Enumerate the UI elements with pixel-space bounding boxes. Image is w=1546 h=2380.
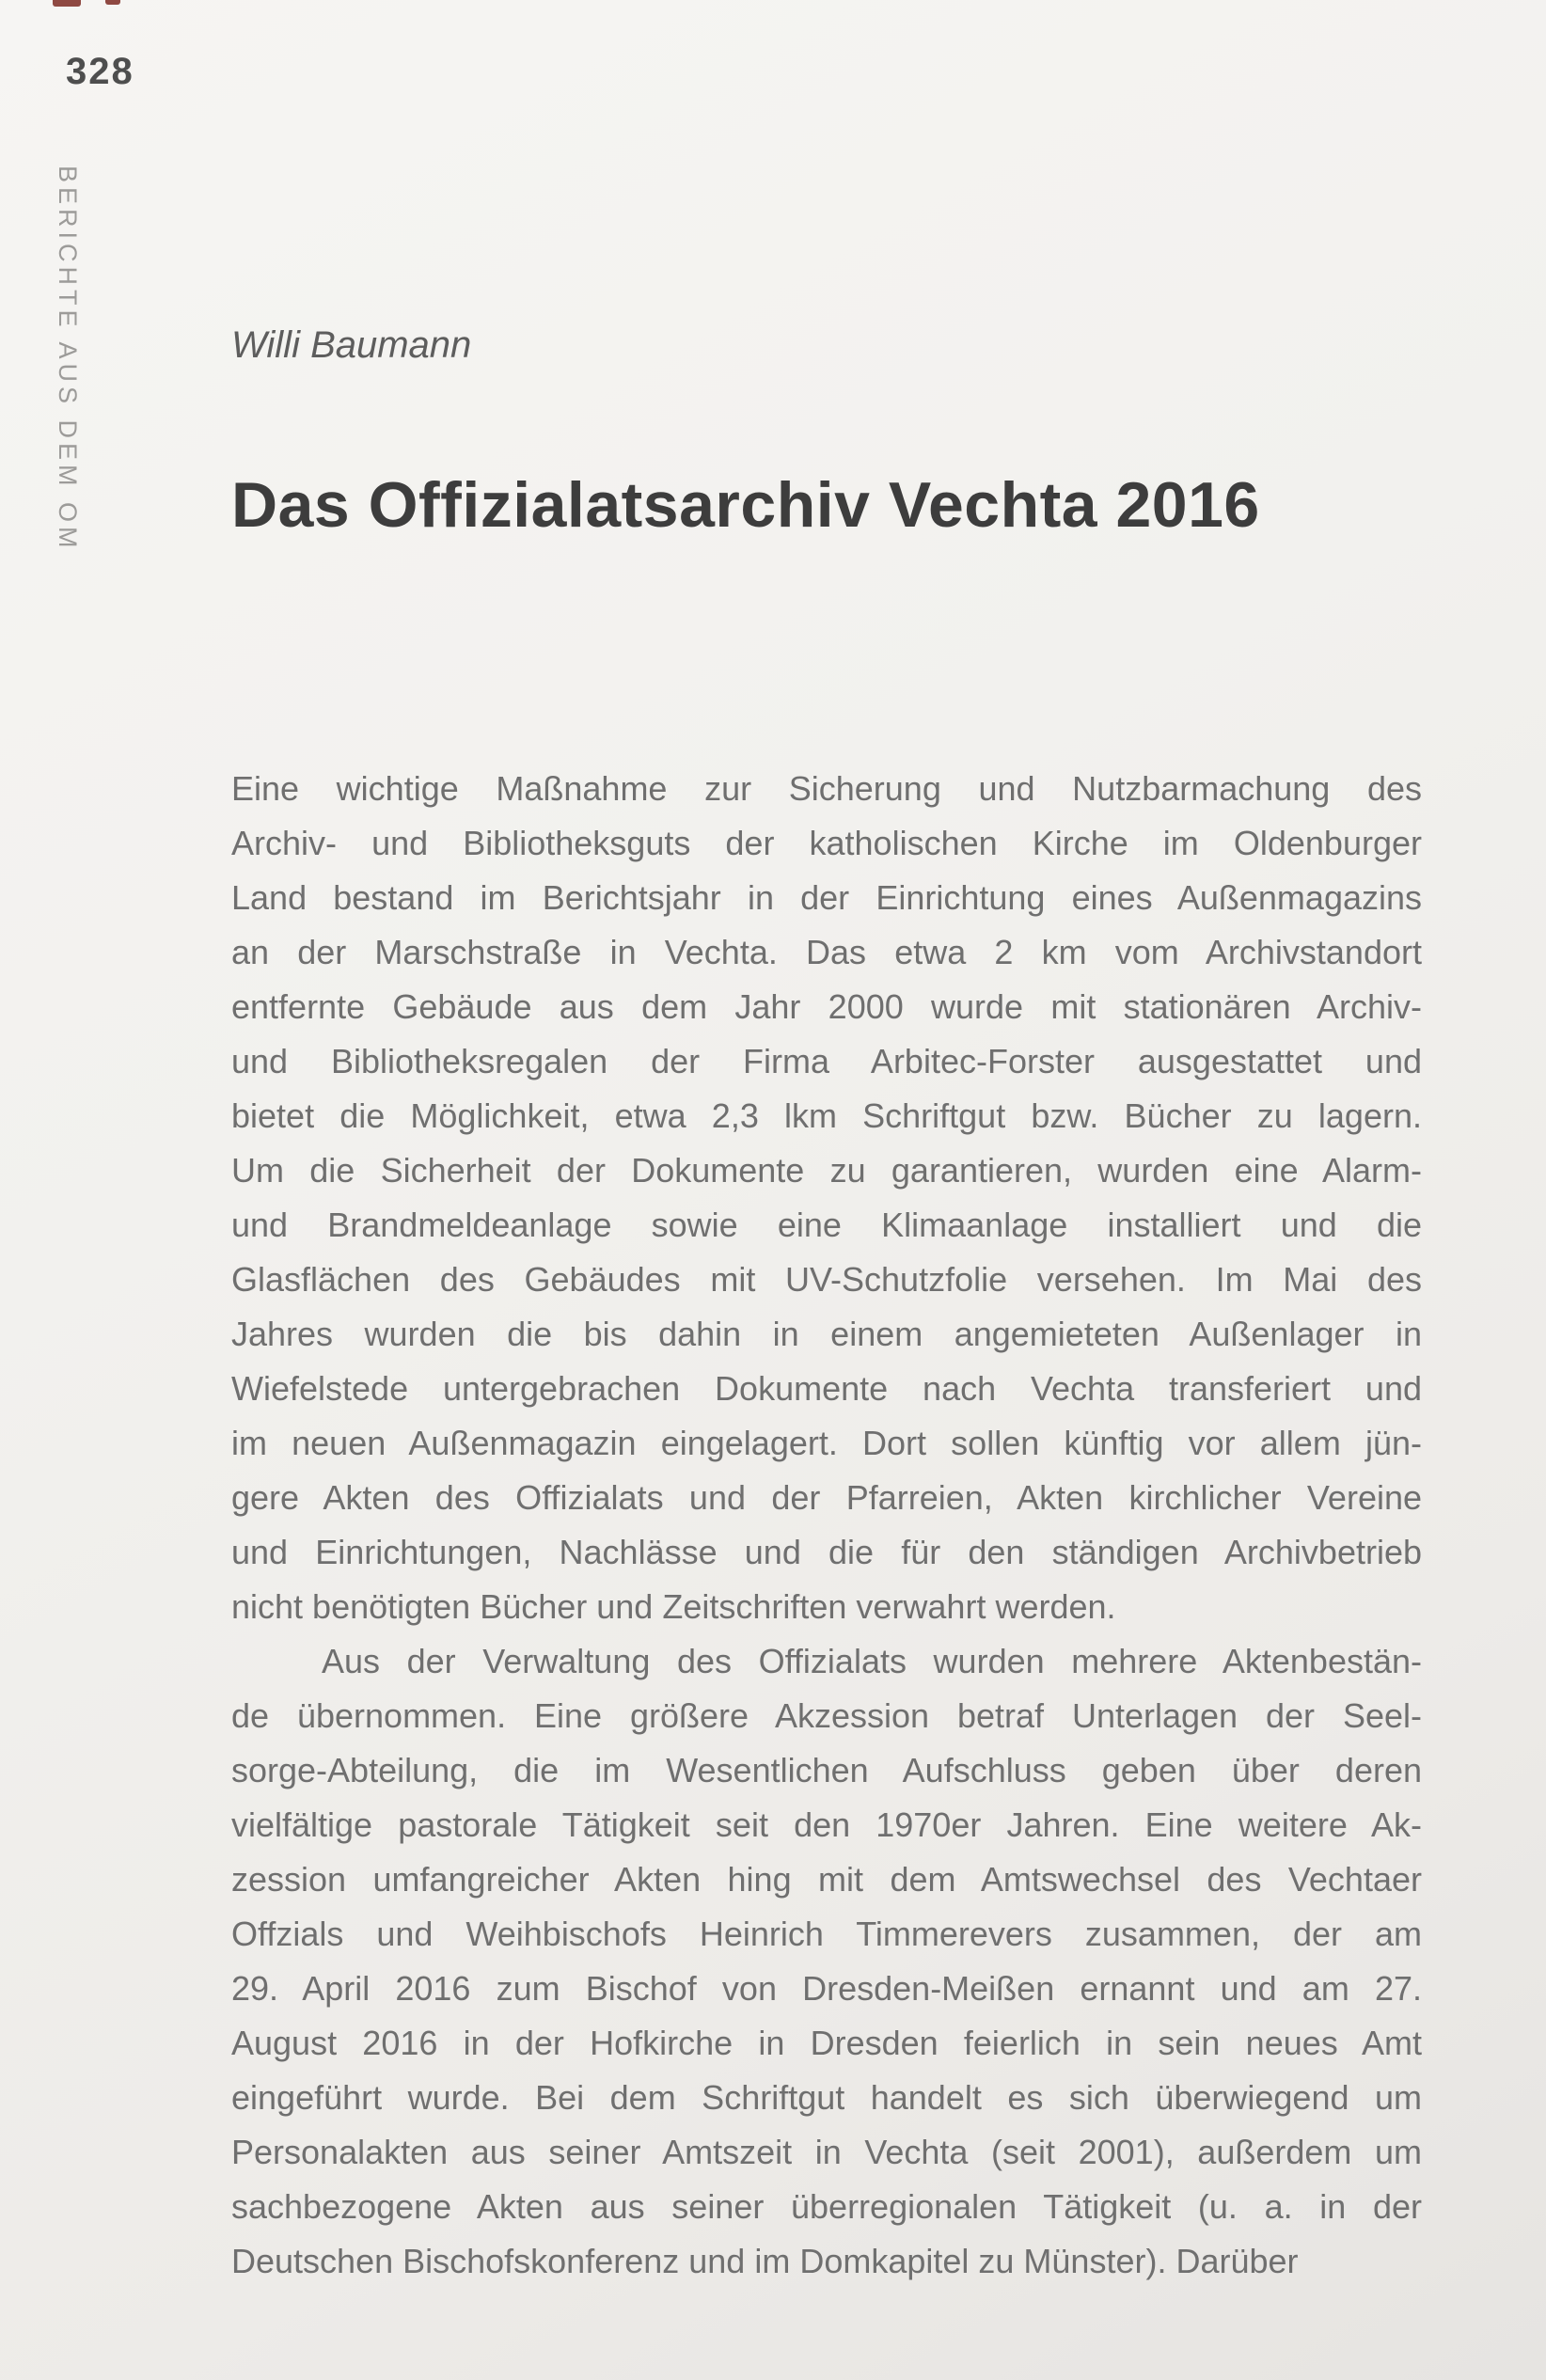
article-title: Das Offizialatsarchiv Vechta 2016 (231, 469, 1260, 541)
text-line: sachbezogene Akten aus seiner überregionalen Tätigkeit (u. a. in der (231, 2187, 1422, 2226)
text-line: Um die Sicherheit der Dokumente zu garantieren, wurden eine Alarm- (231, 1151, 1422, 1190)
text-line: und Brandmeldeanlage sowie eine Klimaanlage installiert und die (231, 1206, 1422, 1244)
author-name: Willi Baumann (231, 324, 472, 366)
paragraph (231, 1634, 1422, 2289)
text-line: nicht benötigten Bücher und Zeitschriften verwahrt werden. (231, 1587, 1116, 1626)
text-line: Glasflächen des Gebäudes mit UV-Schutzfolie versehen. Im Mai des (231, 1260, 1422, 1299)
text-line: Personalakten aus seiner Amtszeit in Vechta (seit 2001), außerdem um (231, 2133, 1422, 2171)
scan-artifact (105, 0, 120, 5)
text-line: Offzials und Weihbischofs Heinrich Timmerevers zusammen, der am (231, 1915, 1422, 1953)
text-line: Eine wichtige Maßnahme zur Sicherung und Nutzbarmachung des (231, 769, 1422, 808)
text-line: Deutschen Bischofskonferenz und im Domkapitel zu Münster). Darüber (231, 2242, 1299, 2280)
text-line: Jahres wurden die bis dahin in einem angemieteten Außenlager in (231, 1315, 1422, 1353)
text-line: vielfältige pastorale Tätigkeit seit den 1970er Jahren. Eine weitere Ak- (231, 1805, 1422, 1844)
text-line: entfernte Gebäude aus dem Jahr 2000 wurde mit stationären Archiv- (231, 987, 1422, 1026)
text-line: im neuen Außenmagazin eingelagert. Dort sollen künftig vor allem jün- (231, 1424, 1422, 1462)
text-line: bietet die Möglichkeit, etwa 2,3 lkm Schriftgut bzw. Bücher zu lagern. (231, 1096, 1422, 1135)
article-body (231, 762, 1422, 2289)
paragraph (231, 762, 1422, 1634)
page-content-column (231, 0, 1422, 2289)
text-line: und Einrichtungen, Nachlässe und die für den ständigen Archivbetrieb (231, 1533, 1422, 1571)
text-line: zession umfangreicher Akten hing mit dem Amtswechsel des Vechtaer (231, 1860, 1422, 1899)
text-line: und Bibliotheksregalen der Firma Arbitec-Forster ausgestattet und (231, 1042, 1422, 1080)
text-line: eingeführt wurde. Bei dem Schriftgut handelt es sich überwiegend um (231, 2078, 1422, 2117)
text-line: Land bestand im Berichtsjahr in der Einrichtung eines Außenmagazins (231, 878, 1422, 917)
text-line: Archiv- und Bibliotheksguts der katholischen Kirche im Oldenburger (231, 824, 1422, 862)
margin-section-label: BERICHTE AUS DEM OM (54, 165, 82, 553)
text-line: sorge-Abteilung, die im Wesentlichen Aufschluss geben über deren (231, 1751, 1422, 1789)
text-line: 29. April 2016 zum Bischof von Dresden-Meißen ernannt und am 27. (231, 1969, 1422, 2008)
text-line: an der Marschstraße in Vechta. Das etwa 2 km vom Archivstandort (231, 933, 1422, 971)
text-line: gere Akten des Offizialats und der Pfarreien, Akten kirchlicher Vereine (231, 1478, 1422, 1517)
text-line: de übernommen. Eine größere Akzession betraf Unterlagen der Seel- (231, 1696, 1422, 1735)
text-line: Aus der Verwaltung des Offizialats wurden mehrere Aktenbestän- (322, 1642, 1422, 1680)
text-line: Wiefelstede untergebrachen Dokumente nach Vechta transferiert und (231, 1369, 1422, 1408)
text-line: August 2016 in der Hofkirche in Dresden feierlich in sein neues Amt (231, 2024, 1422, 2062)
scan-artifact (53, 0, 81, 7)
page-number: 328 (66, 51, 134, 92)
